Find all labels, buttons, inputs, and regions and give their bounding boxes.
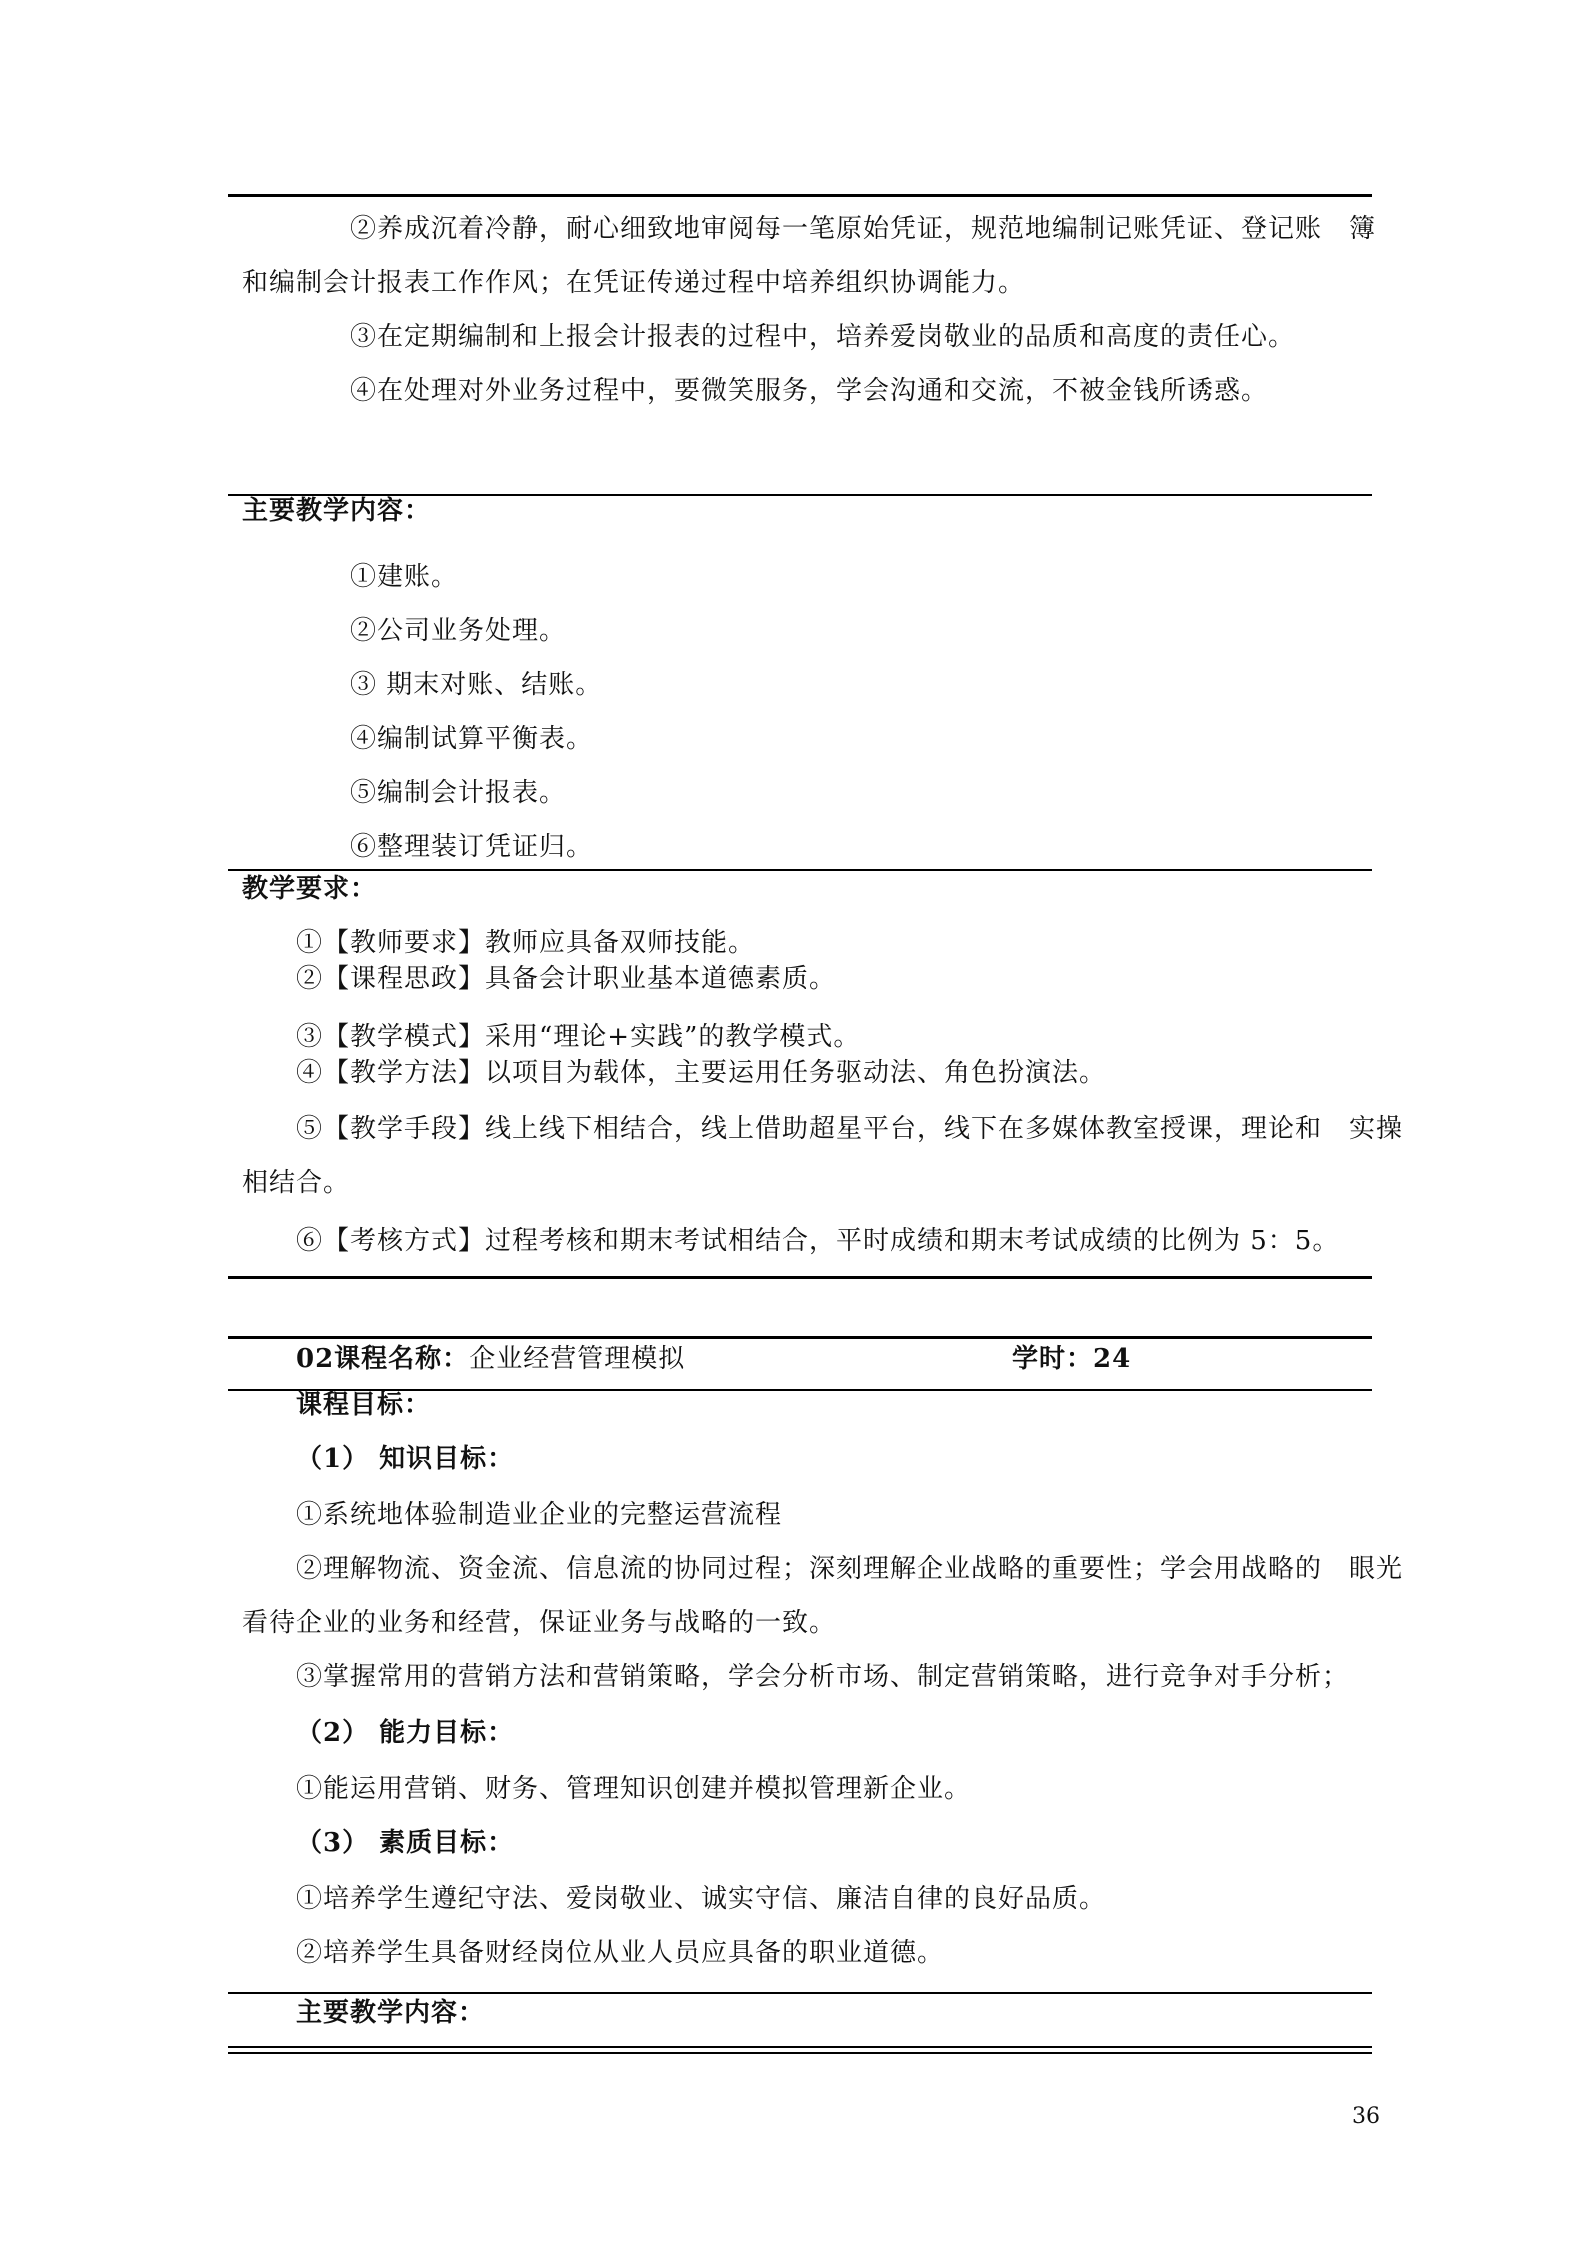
course-name: 企业经营管理模拟 — [469, 1344, 686, 1374]
rule-section-end — [228, 1276, 1372, 1279]
content-heading: 主要教学内容： — [242, 496, 432, 526]
paragraph-line: ④在处理对外业务过程中，要微笑服务，学会沟通和交流，不被金钱所诱惑。 — [350, 376, 1269, 406]
page-number: 36 — [1352, 2104, 1380, 2129]
knowledge-item: ②理解物流、资金流、信息流的协同过程；深刻理解企业战略的重要性；学会用战略的 眼光 — [296, 1554, 1404, 1584]
paragraph-line: ②养成沉着冷静，耐心细致地审阅每一笔原始凭证，规范地编制记账凭证、登记账 簿 — [350, 214, 1377, 244]
list-item: ①建账。 — [350, 562, 459, 592]
requirement-item: ②【课程思政】具备会计职业基本道德素质。 — [296, 964, 837, 994]
course-name-label: 02课程名称： — [296, 1344, 470, 1374]
list-item: ⑤编制会计报表。 — [350, 778, 567, 808]
quality-item: ②培养学生具备财经岗位从业人员应具备的职业道德。 — [296, 1938, 945, 1968]
list-item: ⑥整理装订凭证归。 — [350, 832, 594, 862]
ability-heading: （2） 能力目标： — [296, 1718, 515, 1748]
requirement-item: ③【教学模式】采用“理论+实践”的教学模式。 — [296, 1022, 861, 1052]
paragraph-line: ③在定期编制和上报会计报表的过程中，培养爱岗敬业的品质和高度的责任心。 — [350, 322, 1296, 352]
requirements-heading: 教学要求： — [242, 874, 378, 904]
rule-course2-top — [228, 1336, 1372, 1339]
requirement-item: ①【教师要求】教师应具备双师技能。 — [296, 928, 756, 958]
knowledge-item: ①系统地体验制造业企业的完整运营流程 — [296, 1500, 783, 1530]
rule-requirements-top — [228, 869, 1372, 871]
knowledge-item: ③掌握常用的营销方法和营销策略，学会分析市场、制定营销策略，进行竞争对手分析； — [296, 1662, 1350, 1692]
knowledge-heading: （1） 知识目标： — [296, 1444, 515, 1474]
rule-bottom-1 — [228, 2046, 1372, 2048]
quality-heading: （3） 素质目标： — [296, 1828, 515, 1858]
requirement-item: ⑥【考核方式】过程考核和期末考试相结合，平时成绩和期末考试成绩的比例为 5：5。 — [296, 1226, 1340, 1256]
rule-content2-top — [228, 1992, 1372, 1994]
course-name-row — [296, 1342, 685, 1376]
quality-item: ①培养学生遵纪守法、爱岗敬业、诚实守信、廉洁自律的良好品质。 — [296, 1884, 1107, 1914]
knowledge-item: 看待企业的业务和经营，保证业务与战略的一致。 — [242, 1608, 837, 1638]
rule-bottom-2 — [228, 2052, 1372, 2054]
paragraph-line: 和编制会计报表工作作风；在凭证传递过程中培养组织协调能力。 — [242, 268, 1026, 298]
requirement-item: 相结合。 — [242, 1168, 351, 1198]
list-item: ②公司业务处理。 — [350, 616, 567, 646]
course-hours: 24 — [1093, 1344, 1132, 1374]
list-item: ③ 期末对账、结账。 — [350, 670, 603, 700]
content2-heading: 主要教学内容： — [296, 1998, 486, 2028]
course-hours-label: 学时： — [1012, 1344, 1094, 1374]
requirement-item: ④【教学方法】以项目为载体，主要运用任务驱动法、角色扮演法。 — [296, 1058, 1107, 1088]
goals-heading: 课程目标： — [296, 1390, 432, 1420]
course-hours-row — [1012, 1342, 1131, 1376]
rule-top — [228, 194, 1372, 197]
ability-item: ①能运用营销、财务、管理知识创建并模拟管理新企业。 — [296, 1774, 972, 1804]
list-item: ④编制试算平衡表。 — [350, 724, 594, 754]
requirement-item: ⑤【教学手段】线上线下相结合，线上借助超星平台，线下在多媒体教室授课，理论和 实操 — [296, 1114, 1404, 1144]
